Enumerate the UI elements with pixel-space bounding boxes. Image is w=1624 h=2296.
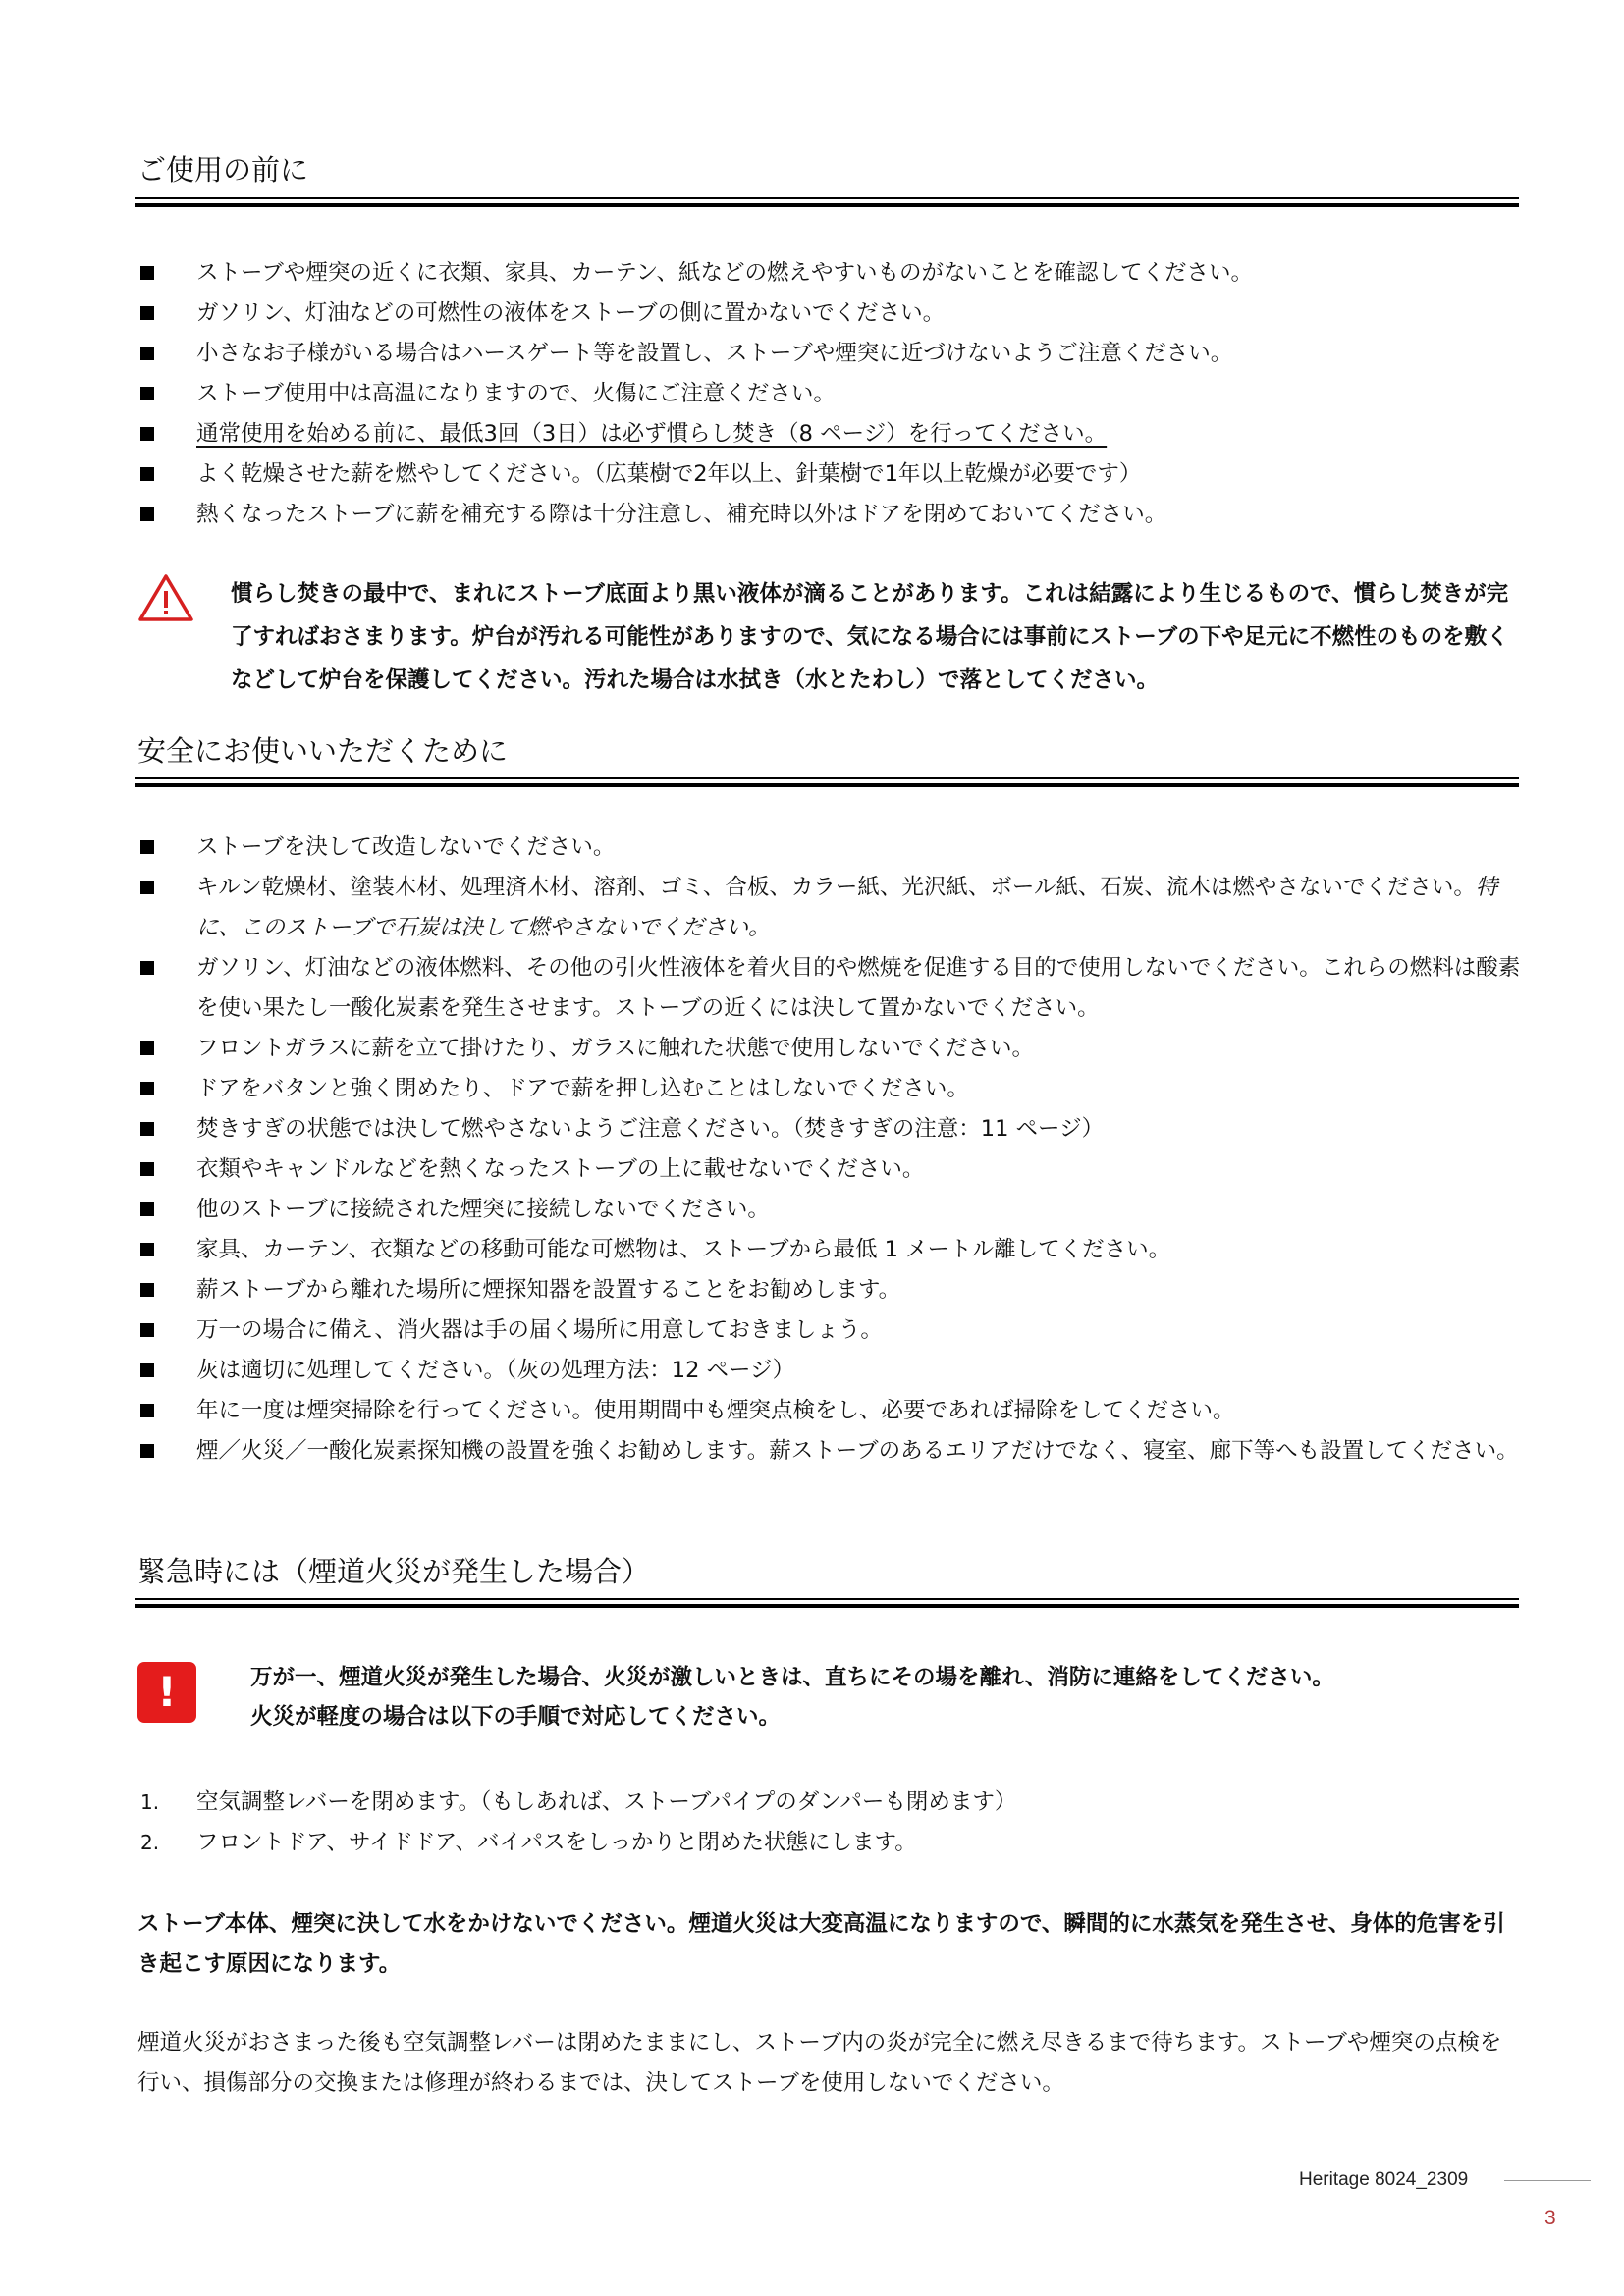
bullet-square-icon	[140, 306, 154, 320]
list-item: ストーブを決して改造しないでください。	[0, 828, 1522, 868]
list-item: ストーブ使用中は高温になりますので、火傷にご注意ください。	[0, 374, 1522, 414]
safety-list	[0, 828, 1522, 1471]
list-item: 家具、カーテン、衣類などの移動可能な可燃物は、ストーブから最低 1 メートル離してください。	[0, 1230, 1522, 1270]
section-divider	[135, 1598, 1519, 1608]
section-title-emergency: 緊急時には（煙道火災が発生した場合）	[137, 1555, 651, 1588]
list-item: 熱くなったストーブに薪を補充する際は十分注意し、補充時以外はドアを閉めておいてください。	[0, 495, 1522, 535]
after-fire-instructions: 煙道火災がおさまった後も空気調整レバーは閉めたままにし、ストーブ内の炎が完全に燃え尽きるまで待ちます。ストーブや煙突の点検を行い、損傷部分の交換または修理が終わるまでは、決してストーブを使用しないでください。	[137, 2030, 1502, 2096]
emergency-steps	[0, 1783, 1016, 1863]
bullet-square-icon	[140, 1404, 154, 1417]
bullet-square-icon	[140, 1283, 154, 1297]
bullet-square-icon	[140, 1162, 154, 1176]
warning-text: 慣らし焚きの最中で、まれにストーブ底面より黒い液体が滴ることがあります。これは結露により生じるもので、慣らし焚きが完了すればおさまります。炉台が汚れる可能性がありますので、気になる場合には事前にストーブの下や足元に不燃性のものを敷くなどして炉台を保護してください。汚れた場合は水拭き（水とたわし）で落としてください。	[231, 581, 1509, 693]
list-item: 小さなお子様がいる場合はハースゲート等を設置し、ストーブや煙突に近づけないようご注意ください。	[0, 334, 1522, 374]
bullet-square-icon	[140, 427, 154, 441]
list-item: フロントガラスに薪を立て掛けたり、ガラスに触れた状態で使用しないでください。	[0, 1029, 1522, 1069]
bullet-square-icon	[140, 1122, 154, 1136]
list-item: 焚きすぎの状態では決して燃やさないようご注意ください。（焚きすぎの注意：11 ページ）	[0, 1109, 1522, 1149]
list-item: ドアをバタンと強く閉めたり、ドアで薪を押し込むことはしないでください。	[0, 1069, 1522, 1109]
break-in-notice: 通常使用を始める前に、最低3回（3日）は必ず慣らし焚き（8 ページ）を行ってください。	[196, 421, 1108, 447]
bullet-square-icon	[140, 881, 154, 894]
bullet-square-icon	[140, 1363, 154, 1377]
list-item: 煙／火災／一酸化炭素探知機の設置を強くお勧めします。薪ストーブのあるエリアだけでなく、寝室、廊下等へも設置してください。	[0, 1431, 1522, 1471]
bullet-square-icon	[140, 1323, 154, 1337]
section-divider	[135, 197, 1519, 207]
section-divider	[135, 777, 1519, 787]
list-item: ガソリン、灯油などの可燃性の液体をストーブの側に置かないでください。	[0, 294, 1522, 334]
bullet-square-icon	[140, 840, 154, 854]
list-item: ガソリン、灯油などの液体燃料、その他の引火性液体を着火目的や燃焼を促進する目的で使用しないでください。これらの燃料は酸素を使い果たし一酸化炭素を発生させます。ストーブの近くには決して置かないでください。	[0, 948, 1522, 1029]
bullet-square-icon	[140, 347, 154, 360]
list-item: 衣類やキャンドルなどを熱くなったストーブの上に載せないでください。	[0, 1149, 1522, 1190]
before-use-list	[0, 253, 1522, 535]
page-number: 3	[1544, 2207, 1556, 2229]
bullet-square-icon	[140, 1041, 154, 1055]
emergency-alert-line1: 万が一、煙道火災が発生した場合、火災が激しいときは、直ちにその場を離れ、消防に連絡をしてください。	[250, 1665, 1334, 1690]
list-item: 他のストーブに接続された煙突に接続しないでください。	[0, 1190, 1522, 1230]
bullet-square-icon	[140, 1243, 154, 1256]
alert-exclamation-icon: !	[137, 1662, 196, 1723]
bullet-square-icon	[140, 1202, 154, 1216]
list-item: 年に一度は煙突掃除を行ってください。使用期間中も煙突点検をし、必要であれば掃除をしてください。	[0, 1391, 1522, 1431]
list-item: 万一の場合に備え、消火器は手の届く場所に用意しておきましょう。	[0, 1310, 1522, 1351]
footer-rule	[1504, 2180, 1591, 2181]
bullet-square-icon	[140, 387, 154, 400]
section-title-before-use: ご使用の前に	[137, 153, 309, 187]
bullet-square-icon	[140, 961, 154, 975]
list-item: キルン乾燥材、塗装木材、処理済木材、溶剤、ゴミ、合板、カラー紙、光沢紙、ボール紙、石炭、流木は燃やさないでください。特に、このストーブで石炭は決して燃やさないでください。	[0, 868, 1522, 948]
warning-triangle-icon	[137, 572, 194, 623]
bullet-square-icon	[140, 467, 154, 481]
list-item: 薪ストーブから離れた場所に煙探知器を設置することをお勧めします。	[0, 1270, 1522, 1310]
bullet-square-icon	[140, 266, 154, 280]
list-item: ストーブや煙突の近くに衣類、家具、カーテン、紙などの燃えやすいものがないことを確認してください。	[0, 253, 1522, 294]
list-item: よく乾燥させた薪を燃やしてください。（広葉樹で2年以上、針葉樹で1年以上乾燥が必要です）	[0, 454, 1522, 495]
list-item: 灰は適切に処理してください。（灰の処理方法：12 ページ）	[0, 1351, 1522, 1391]
list-item	[0, 414, 1522, 454]
bullet-square-icon	[140, 1082, 154, 1095]
bullet-square-icon	[140, 507, 154, 521]
emergency-alert-line2: 火災が軽度の場合は以下の手順で対応してください。	[250, 1704, 782, 1730]
no-water-warning: ストーブ本体、煙突に決して水をかけないでください。煙道火災は大変高温になりますので、瞬間的に水蒸気を発生させ、身体的危害を引き起こす原因になります。	[137, 1911, 1505, 1977]
document-id: Heritage 8024_2309	[1299, 2169, 1469, 2190]
step-item: 2. フロントドア、サイドドア、バイパスをしっかりと閉めた状態にします。	[140, 1830, 917, 1855]
step-item: 1. 空気調整レバーを閉めます。（もしあれば、ストーブパイプのダンパーも閉めます）	[140, 1789, 1017, 1815]
bullet-square-icon	[140, 1444, 154, 1458]
coal-warning: 特に、このストーブで石炭は決して燃やさないでください。	[196, 875, 1498, 940]
section-title-safe-use: 安全にお使いいただくために	[137, 734, 509, 768]
